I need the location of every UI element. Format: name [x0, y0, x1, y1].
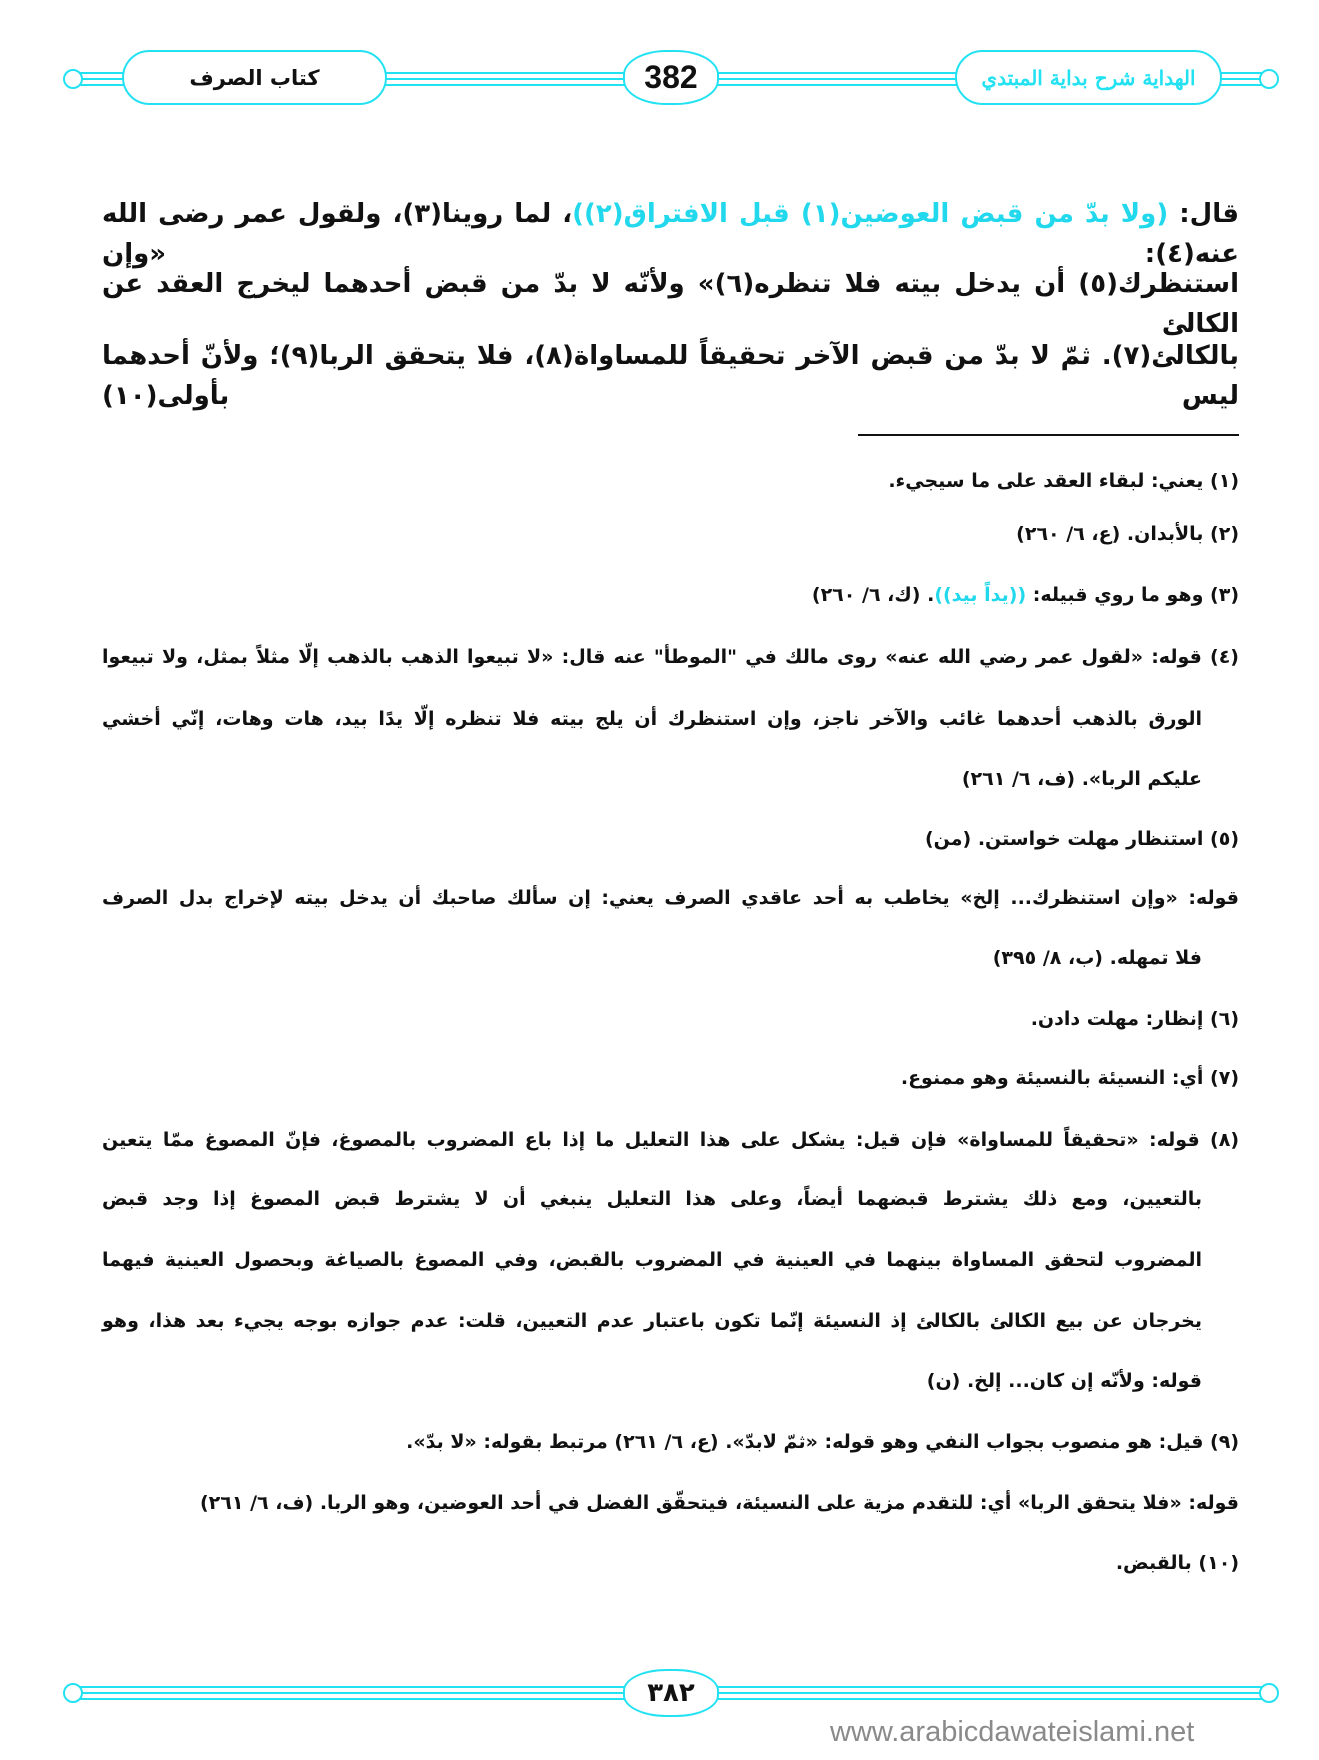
ornament-end-right	[1259, 69, 1279, 89]
text-segment: (٥) استنظار مهلت خواستن. (من)	[924, 828, 1239, 850]
text-segment: عليكم الربا». (ف، ٦/ ٢٦١)	[961, 768, 1202, 790]
footnote-line	[102, 882, 1239, 914]
footnote-line	[102, 465, 1239, 497]
text-segment: (٣) وهو ما روي قبيله:	[1026, 584, 1239, 606]
text-segment: بالكالئ(٧). ثمّ لا بدّ من قبض الآخر تحقيقاً للمساواة(٨)، فلا يتحقق الربا(٩)؛ ولأنّ أحدهما ليس بأولى(١٠)	[102, 341, 1239, 411]
footnote-line	[102, 1124, 1239, 1156]
footnote-line	[102, 641, 1239, 673]
footnote-line	[102, 823, 1239, 855]
text-segment: (٦) إنظار: مهلت دادن.	[1030, 1008, 1239, 1030]
book-title: الهداية شرح بداية المبتدي	[981, 65, 1196, 90]
footer-page-number: ٣٨٢	[647, 1678, 695, 1708]
chapter-title: كتاب الصرف	[189, 65, 320, 90]
footnote-line	[102, 763, 1202, 795]
book-title-logo	[955, 50, 1222, 105]
footnote-line	[102, 703, 1202, 735]
footnote-line	[102, 518, 1239, 550]
text-segment: قوله: ولأنّه إن كان... إلخ. (ن)	[926, 1370, 1202, 1392]
main-text-line	[102, 264, 1239, 339]
footer-page-number-badge	[623, 1669, 719, 1717]
highlighted-text: (ولا بدّ من قبض العوضين(١) قبل الافتراق(٢))	[572, 199, 1169, 229]
text-segment: يخاطب به أحد عاقدي الصرف يعني: إن سألك صاحبك أن يدخل بيته لإخراج بدل الصرف	[102, 887, 961, 909]
text-segment: قال:	[1168, 199, 1239, 229]
footnote-line	[102, 1487, 1239, 1519]
page-number-badge	[623, 50, 719, 105]
text-segment: (٢) بالأبدان. (ع، ٦/ ٢٦٠)	[1016, 523, 1239, 545]
text-segment: يخرجان عن بيع الكالئ بالكالئ إذ النسيئة إنّما تكون باعتبار عدم التعيين، قلت: عدم جوازه بوجه يجيء بعد هذا، وهو	[102, 1310, 1202, 1332]
text-segment: المضروب لتحقق المساواة بينهما في العينية في المضروب بالقبض، وفي المصوغ بالصياغة وبحصول العينية فيهما	[102, 1249, 1202, 1271]
main-text-line	[102, 336, 1239, 411]
text-segment: استنظرك(٥) أن يدخل بيته فلا تنظره(٦)» ولأنّه لا بدّ من قبض أحدهما ليخرج العقد عن الكالئ	[102, 269, 1239, 339]
footnote-line	[102, 1003, 1239, 1035]
footnote-line	[102, 942, 1202, 974]
text-segment: (٧) أي: النسيئة بالنسيئة وهو ممنوع.	[900, 1067, 1239, 1089]
footnote-line	[102, 1244, 1202, 1276]
footnote-line	[102, 579, 1239, 611]
text-segment: (٩) قيل: هو منصوب بجواب النفي وهو قوله: «ثمّ لابدّ». (ع، ٦/ ٢٦١) مرتبط بقوله: «لا بدّ».	[406, 1431, 1239, 1453]
footnote-line	[102, 1365, 1202, 1397]
footnote-lead: قوله: «فلا يتحقق الربا»	[1018, 1492, 1239, 1514]
text-segment: الورق بالذهب أحدهما غائب والآخر ناجز، وإن استنظرك أن يلج بيته فلا تنظره إلّا يدًا بيد، هات وهات، إنّي أخشي	[102, 708, 1202, 730]
text-segment: أي: للتقدم مزية على النسيئة، فيتحقّق الفضل في أحد العوضين، وهو الربا. (ف، ٦/ ٢٦١)	[199, 1492, 1018, 1514]
footnote-line	[102, 1062, 1239, 1094]
page-number: 382	[644, 59, 698, 95]
ornament-end-left	[63, 1683, 83, 1703]
main-text-line	[102, 194, 1239, 269]
text-segment: . (ك، ٦/ ٢٦٠)	[811, 584, 935, 606]
ornament-end-right	[1259, 1683, 1279, 1703]
footnote-line	[102, 1547, 1239, 1579]
highlighted-text: ((يداً بيد))	[934, 584, 1027, 606]
text-segment: (١٠) بالقبض.	[1115, 1552, 1239, 1574]
ornament-end-left	[63, 69, 83, 89]
website-watermark: www.arabicdawateislami.net	[830, 1716, 1195, 1748]
footnote-lead: قوله: «وإن استنظرك... إلخ»	[960, 887, 1239, 909]
text-segment: فلا تمهله. (ب، ٨/ ٣٩٥)	[992, 947, 1202, 969]
text-segment: (١) يعني: لبقاء العقد على ما سيجيء.	[888, 470, 1239, 492]
footnote-separator	[858, 434, 1239, 436]
footnote-lead: (٨) قوله: «تحقيقاً للمساواة» فإن قيل:	[855, 1129, 1239, 1151]
text-segment: بالتعيين، ومع ذلك يشترط قبضهما أيضاً، وعلى هذا التعليل ينبغي أن لا يشترط قبض المصوغ إذا وجد قبض	[102, 1188, 1202, 1210]
footnote-line	[102, 1305, 1202, 1337]
footnote-line	[102, 1426, 1239, 1458]
text-segment: يشكل على هذا التعليل ما إذا باع المضروب بالمصوغ، فإنّ المصوغ ممّا يتعين	[102, 1129, 856, 1151]
footnote-line	[102, 1183, 1202, 1215]
footnote-lead: (٤) قوله: «لقول عمر رضي الله عنه»	[885, 646, 1239, 668]
chapter-title-badge	[122, 50, 387, 105]
text-segment: روى مالك في "الموطأ" عنه قال: «لا تبيعوا الذهب بالذهب إلّا مثلاً بمثل، ولا تبيعوا	[102, 646, 886, 668]
text-segment: ، لما روينا(٣)، ولقول عمر رضى الله عنه(٤): «وإن	[102, 199, 1239, 269]
